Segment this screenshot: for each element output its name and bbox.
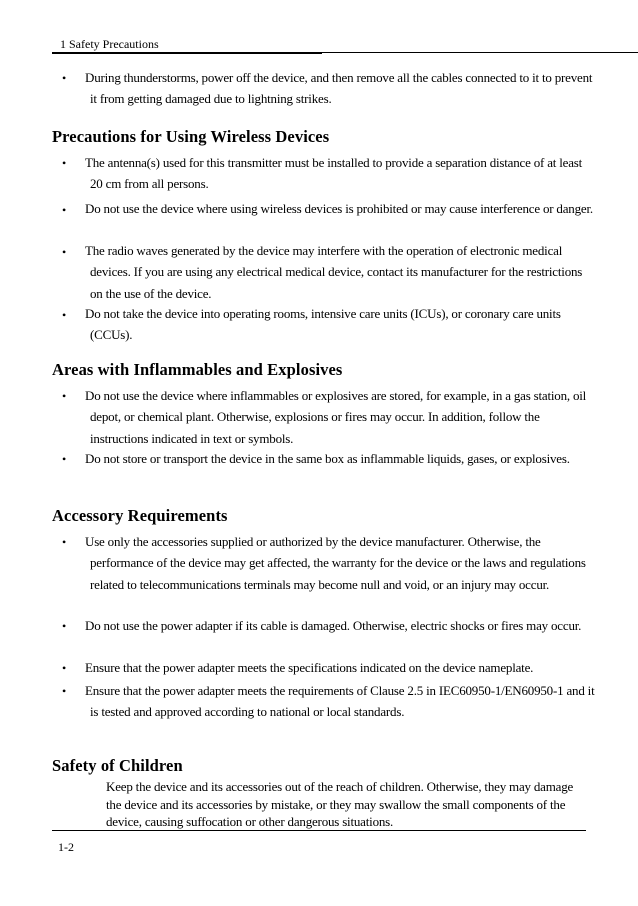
list-item: The antenna(s) used for this transmitter must be installed to provide a separation distance of at least 20 cm from all persons.: [85, 155, 583, 192]
list-item: Use only the accessories supplied or authorized by the device manufacturer. Otherwise, the performance of the device may get affected, the warranty for the device or the laws and regulations related to telecommunications terminals may become null and void, or an injury may occur.: [85, 534, 586, 592]
bullet-icon: •: [62, 245, 67, 259]
bullet-icon: •: [62, 619, 67, 633]
section-heading-inflammables: Areas with Inflammables and Explosives: [52, 360, 343, 379]
bullet-icon: •: [62, 71, 67, 85]
bullet-icon: •: [62, 156, 67, 170]
list-item: Do not use the power adapter if its cable is damaged. Otherwise, electric shocks or fires may occur.: [85, 618, 582, 633]
page-number: 1-2: [58, 840, 74, 854]
running-header: 1 Safety Precautions: [60, 37, 159, 51]
bullet-icon: •: [62, 389, 67, 403]
header-rule: [52, 52, 638, 53]
footer-rule: [52, 830, 586, 831]
bullet-icon: •: [62, 452, 67, 466]
list-item: Ensure that the power adapter meets the specifications indicated on the device nameplate.: [85, 660, 534, 675]
section-heading-wireless-devices: Precautions for Using Wireless Devices: [52, 127, 330, 146]
bullet-icon: •: [62, 661, 67, 675]
bullet-icon: •: [62, 203, 67, 217]
list-item: Ensure that the power adapter meets the requirements of Clause 2.5 in IEC60950-1/EN60950-1 and it is tested and approved according to national or local standards.: [85, 683, 595, 720]
bullet-icon: •: [62, 535, 67, 549]
bullet-icon: •: [62, 308, 67, 322]
list-item: Do not use the device where using wireless devices is prohibited or may cause interference or danger.: [85, 201, 593, 216]
list-item: Do not take the device into operating rooms, intensive care units (ICUs), or coronary care units (CCUs).: [85, 306, 561, 343]
list-item: Do not use the device where inflammables or explosives are stored, for example, in a gas station, oil depot, or chemical plant. Otherwise, explosions or fires may occur. In addition, follow the instructions indicated in text or symbols.: [85, 388, 587, 446]
list-item: During thunderstorms, power off the device, and then remove all the cables connected to it to prevent it from getting damaged due to lightning strikes.: [85, 70, 593, 107]
bullet-icon: •: [62, 684, 67, 698]
section-heading-safety-of-children: Safety of Children: [52, 756, 183, 775]
section-heading-accessory-requirements: Accessory Requirements: [52, 506, 228, 525]
list-item: The radio waves generated by the device may interfere with the operation of electronic medical devices. If you are using any electrical medical device, contact its manufacturer for the restrictions on the use of the device.: [85, 243, 583, 301]
section-paragraph: Keep the device and its accessories out of the reach of children. Otherwise, they may damage the device and its accessories by mistake, or they may swallow the small components of the device, causing suffocation or other dangerous situations.: [106, 779, 574, 829]
list-item: Do not store or transport the device in the same box as inflammable liquids, gases, or explosives.: [85, 451, 570, 466]
